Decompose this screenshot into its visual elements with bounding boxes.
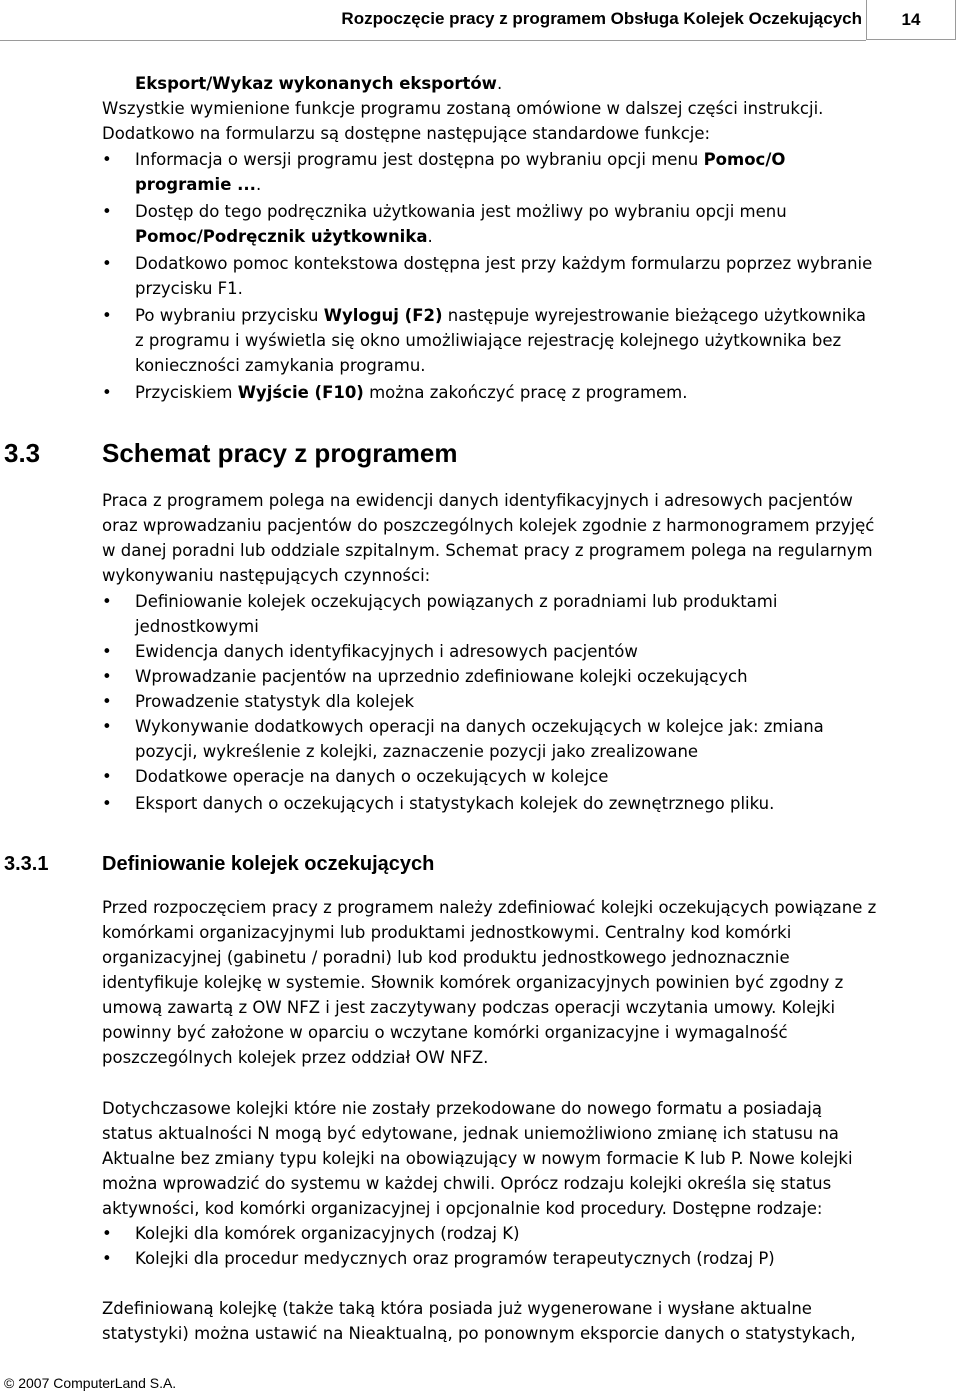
- paragraph-line: organizacyjnej (gabinetu / poradni) lub kod produktu jednostkowego jednoznacznie: [102, 948, 790, 967]
- intro-line-2: Dodatkowo na formularzu są dostępne następujące standardowe funkcje:: [102, 124, 711, 143]
- paragraph-line: Praca z programem polega na ewidencji danych identyfikacyjnych i adresowych pacjentów: [102, 491, 853, 510]
- key-label: Wyjście (F10): [237, 383, 364, 402]
- paragraph-line: w danej poradni lub oddziale szpitalnym. Schemat pracy z programem polega na regularnym: [102, 541, 873, 560]
- function-text: z programu i wyświetla się okno umożliwiające rejestrację kolejnego użytkownika bez: [135, 331, 842, 350]
- section-heading: [4, 438, 904, 469]
- subsection-title: Definiowanie kolejek oczekujących: [102, 853, 435, 875]
- page-header: [0, 0, 960, 42]
- paragraph-line: statystyki) można ustawić na Nieaktualną, po ponownym eksporcie danych o statystykach,: [102, 1324, 856, 1343]
- paragraph-line: można wprowadzić do systemu w każdej chwili. Oprócz rodzaju kolejki określa się status: [102, 1174, 832, 1193]
- paragraph-line: powinny być założone w oparciu o wczytane komórki organizacyjne i wymagalność: [102, 1023, 788, 1042]
- function-text: przycisku F1.: [135, 279, 243, 298]
- paragraph-line: Przed rozpoczęciem pracy z programem należy zdefiniować kolejki oczekujących powiązane z: [102, 898, 877, 917]
- list-item: • Eksport danych o oczekujących i statystykach kolejek do zewnętrznego pliku.: [102, 791, 824, 816]
- section-title: Schemat pracy z programem: [102, 438, 458, 468]
- function-suffix: .: [427, 227, 433, 246]
- subsection-number: 3.3.1: [4, 853, 49, 875]
- subsection-heading: [4, 853, 904, 876]
- paragraph-line: umową zawartą z OW NFZ i jest zaczytywany podczas operacji wczytania umowy. Kolejki: [102, 998, 836, 1017]
- section-number: 3.3: [4, 438, 41, 468]
- queue-types-list: [102, 1221, 775, 1271]
- list-item-continuation: jednostkowymi: [135, 617, 259, 636]
- list-item: • Definiowanie kolejek oczekujących powiązanych z poradniami lub produktami: [102, 589, 824, 614]
- list-item: [102, 380, 872, 405]
- export-item-suffix: .: [496, 74, 503, 93]
- list-item: [102, 251, 872, 276]
- list-item: [102, 303, 872, 328]
- function-text: Po wybraniu przycisku: [135, 306, 324, 325]
- paragraph-line: status aktualności N mogą być edytowane, jednak uniemożliwiono zmianę ich statusu na: [102, 1124, 839, 1143]
- workflow-list: [102, 589, 824, 816]
- list-item: [102, 199, 872, 224]
- paragraph-line: komórkami organizacyjnymi lub produktami jednostkowymi. Centralny kod komórki: [102, 923, 792, 942]
- function-text: konieczności zamykania programu.: [135, 356, 426, 375]
- list-item: • Wprowadzanie pacjentów na uprzednio zdefiniowane kolejki oczekujących: [102, 664, 824, 689]
- paragraph-line: Zdefiniowaną kolejkę (także taką która posiada już wygenerowane i wysłane aktualne: [102, 1299, 812, 1318]
- list-item: • Prowadzenie statystyk dla kolejek: [102, 689, 824, 714]
- list-item-continuation: [102, 353, 872, 378]
- paragraph-line: identyfikuje kolejkę w systemie. Słownik komórek organizacyjnych powinien być zgodny z: [102, 973, 844, 992]
- subsection-paragraph-1: [102, 895, 876, 1070]
- paragraph-line: oraz wprowadzaniu pacjentów do poszczególnych kolejek zgodnie z harmonogramem przyjęć: [102, 516, 875, 535]
- list-item-continuation: pozycji, wykreślenie z kolejki, zaznaczenie pozycji jako zrealizowane: [135, 742, 699, 761]
- function-text: następuje wyrejestrowanie bieżącego użytkownika: [442, 306, 866, 325]
- list-item: [102, 147, 872, 172]
- standard-functions-list: [102, 147, 872, 405]
- footer-copyright: © 2007 ComputerLand S.A.: [4, 1375, 177, 1391]
- menu-path: Pomoc/O: [703, 150, 786, 169]
- key-label: Wyloguj (F2): [323, 306, 443, 325]
- function-text: Dodatkowo pomoc kontekstowa dostępna jest przy każdym formularzu poprzez wybranie: [135, 254, 873, 273]
- list-item: • Wykonywanie dodatkowych operacji na danych oczekujących w kolejce jak: zmiana: [102, 714, 824, 739]
- menu-path: Pomoc/Podręcznik użytkownika: [135, 227, 428, 246]
- function-text: Dostęp do tego podręcznika użytkowania jest możliwy po wybraniu opcji menu: [135, 202, 787, 221]
- function-text: Informacja o wersji programu jest dostępna po wybraniu opcji menu: [135, 150, 704, 169]
- header-title: Rozpoczęcie pracy z programem Obsługa Kolejek Oczekujących: [341, 9, 862, 28]
- list-item-continuation: [102, 328, 872, 353]
- export-item-line: [135, 71, 502, 96]
- paragraph-line: aktywności, kod komórki organizacyjnej i opcjonalnie kod procedury. Dostępne rodzaje:: [102, 1199, 823, 1218]
- list-item: • Kolejki dla procedur medycznych oraz programów terapeutycznych (rodzaj P): [102, 1246, 775, 1271]
- list-item: • Dodatkowe operacje na danych o oczekujących w kolejce: [102, 764, 824, 789]
- paragraph-line: Dotychczasowe kolejki które nie zostały przekodowane do nowego formatu a posiadają: [102, 1099, 822, 1118]
- subsection-paragraph-2: [102, 1096, 853, 1221]
- paragraph-line: wykonywaniu następujących czynności:: [102, 566, 431, 585]
- section-paragraph: [102, 488, 874, 588]
- function-text: Przyciskiem: [135, 383, 238, 402]
- function-suffix: .: [255, 175, 262, 194]
- list-item: • Kolejki dla komórek organizacyjnych (rodzaj K): [102, 1221, 775, 1246]
- list-item-continuation: [102, 276, 872, 301]
- menu-path-cont: programie ...: [135, 175, 256, 194]
- header-divider: [0, 40, 866, 41]
- paragraph-line: Aktualne bez zmiany typu kolejki na obowiązujący w nowym formacie K lub P. Nowe kolejki: [102, 1149, 853, 1168]
- intro-line-1: Wszystkie wymienione funkcje programu zostaną omówione w dalszej części instrukcji.: [102, 99, 824, 118]
- list-item-continuation: [102, 172, 872, 197]
- paragraph-line: poszczególnych kolejek przez oddział OW NFZ.: [102, 1048, 489, 1067]
- list-item-continuation: [102, 224, 872, 249]
- function-text: można zakończyć pracę z programem.: [363, 383, 688, 402]
- page-number: 14: [866, 0, 956, 40]
- list-item: • Ewidencja danych identyfikacyjnych i adresowych pacjentów: [102, 639, 824, 664]
- subsection-paragraph-3: [102, 1296, 856, 1346]
- export-item-label: Eksport/Wykaz wykonanych eksportów: [135, 74, 497, 93]
